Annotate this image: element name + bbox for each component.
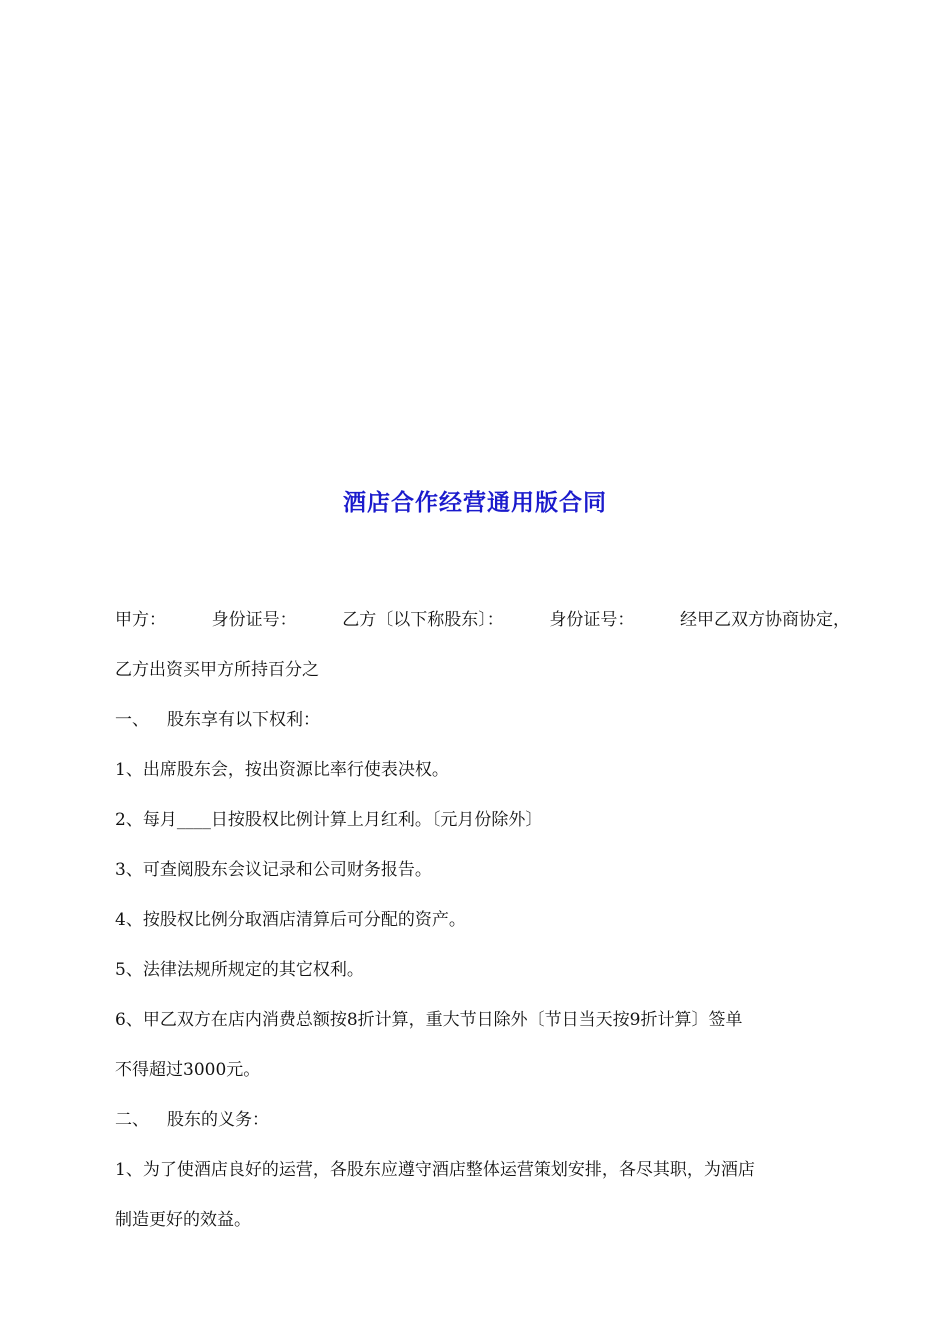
intro-continuation: 乙方出资买甲方所持百分之 bbox=[115, 660, 319, 680]
section-title: 股东的义务： bbox=[167, 1110, 269, 1130]
id-a-label: 身份证号： bbox=[211, 610, 297, 630]
list-item: 2、每月____日按股权比例计算上月红利。〔元月份除外〕 bbox=[115, 810, 543, 830]
list-item: 1、为了使酒店良好的运营，各股东应遵守酒店整体运营策划安排，各尽其职，为酒店 bbox=[115, 1160, 755, 1180]
list-item-continuation: 不得超过3000元。 bbox=[115, 1060, 261, 1080]
party-a-label: 甲方： bbox=[115, 610, 166, 630]
list-item: 5、法律法规所规定的其它权利。 bbox=[115, 960, 364, 980]
id-b-label: 身份证号： bbox=[549, 610, 635, 630]
party-b-label: 乙方〔以下称股东〕： bbox=[342, 610, 504, 630]
document-body bbox=[115, 600, 855, 1250]
document-title: 酒店合作经营通用版合同 bbox=[343, 489, 607, 516]
list-item-continuation: 制造更好的效益。 bbox=[115, 1210, 251, 1230]
section-title: 股东享有以下权利： bbox=[167, 710, 320, 730]
section-number: 一、 bbox=[115, 710, 149, 730]
list-item: 3、可查阅股东会议记录和公司财务报告。 bbox=[115, 860, 432, 880]
section-number: 二、 bbox=[115, 1110, 149, 1130]
list-item: 4、按股权比例分取酒店清算后可分配的资产。 bbox=[115, 910, 466, 930]
section-heading-duties bbox=[115, 1100, 855, 1150]
section-heading-rights bbox=[115, 700, 855, 750]
party-info-line bbox=[115, 600, 850, 650]
list-item: 6、甲乙双方在店内消费总额按8折计算，重大节日除外〔节日当天按9折计算〕签单 bbox=[115, 1010, 743, 1030]
list-item: 1、出席股东会，按出资源比率行使表决权。 bbox=[115, 760, 449, 780]
agreement-text: 经甲乙双方协商协定， bbox=[680, 610, 850, 630]
